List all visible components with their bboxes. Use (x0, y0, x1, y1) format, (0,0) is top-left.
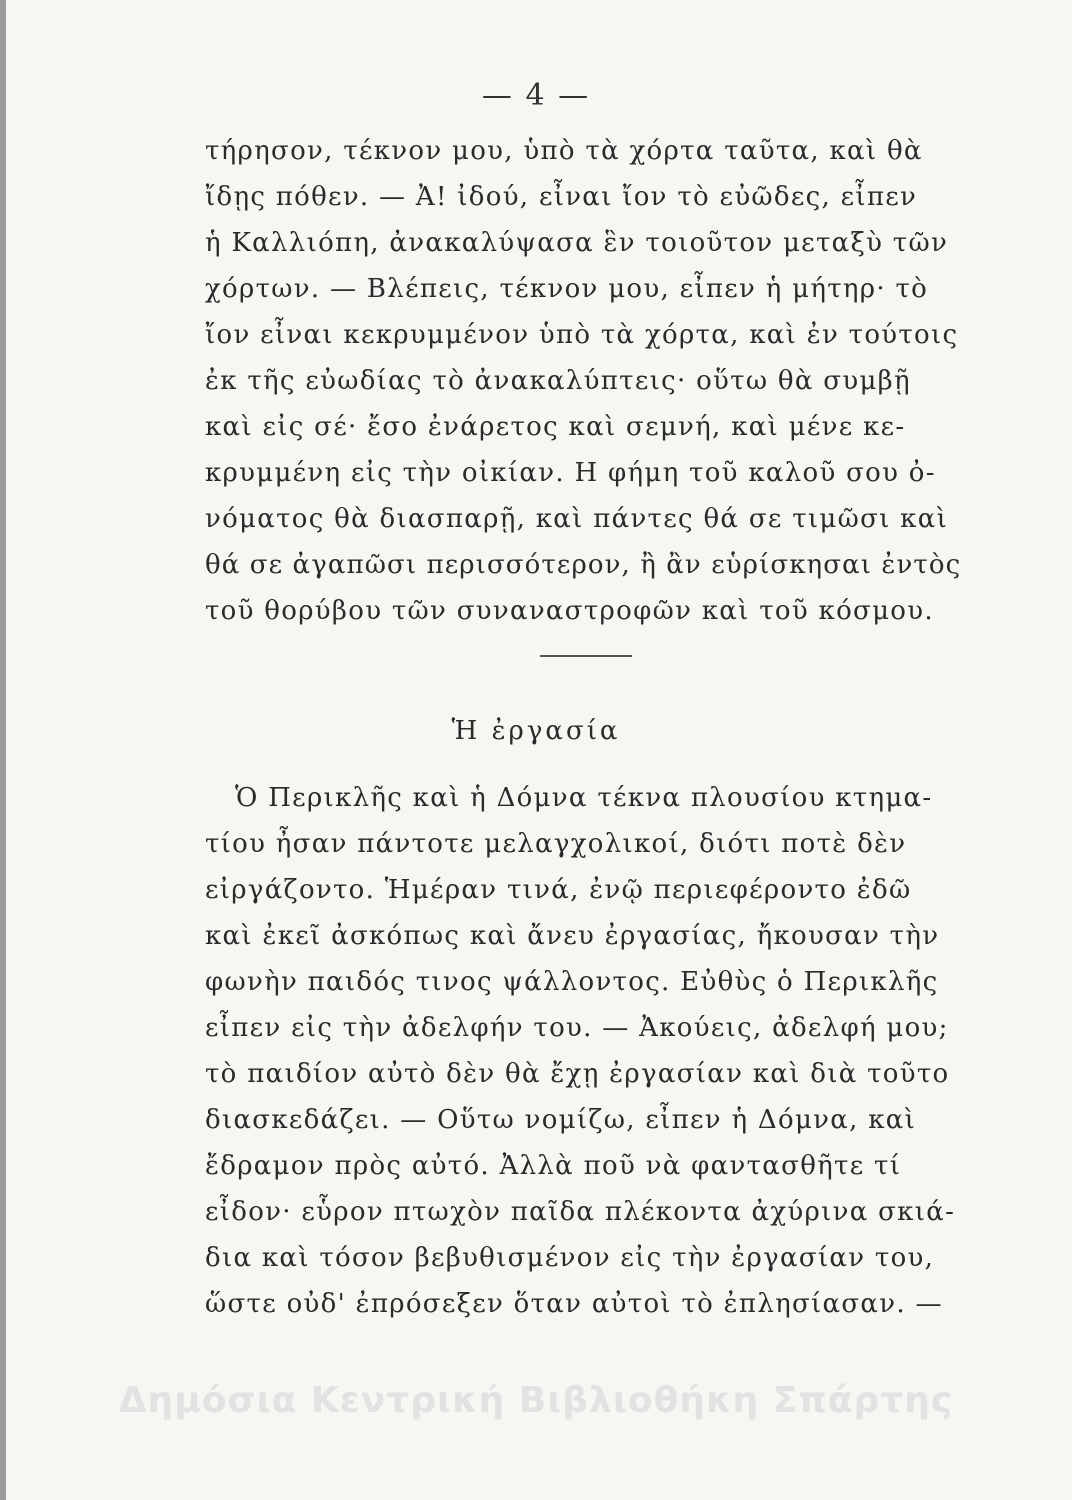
text-line: ἴδῃς πόθεν. — Ἀ! ἰδού, εἶναι ἴον τὸ εὐῶδες, εἶπεν (205, 182, 918, 212)
text-line: τήρησον, τέκνον μου, ὑπὸ τὰ χόρτα ταῦτα, καὶ θὰ (205, 136, 923, 166)
text-line: δια καὶ τόσον βεβυθισμένον εἰς τὴν ἐργασίαν του, (205, 1243, 935, 1273)
text-line: νόματος θὰ διασπαρῇ, καὶ πάντες θά σε τιμῶσι καὶ (205, 504, 949, 534)
paragraph-2 (205, 775, 965, 1327)
text-line: εἶδον· εὗρον πτωχὸν παῖδα πλέκοντα ἀχύρινα σκιά- (205, 1197, 956, 1227)
text-line: ἴον εἶναι κεκρυμμένον ὑπὸ τὰ χόρτα, καὶ ἐν τούτοις (205, 320, 959, 350)
text-line: τίου ἦσαν πάντοτε μελαγχολικοί, διότι ποτὲ δὲν (205, 829, 907, 859)
text-line: Ὁ Περικλῆς καὶ ἡ Δόμνα τέκνα πλουσίου κτημα- (235, 783, 933, 813)
paragraph-1 (205, 128, 965, 634)
library-watermark: Δημόσια Κεντρική Βιβλιοθήκη Σπάρτης (118, 1380, 954, 1421)
section-heading: Ἡ ἐργασία (451, 716, 621, 746)
text-line: ἔδραμον πρὸς αὐτό. Ἀλλὰ ποῦ νὰ φαντασθῆτε τί (205, 1151, 902, 1181)
text-line: ἡ Καλλιόπη, ἀνακαλύψασα ἓν τοιοῦτον μεταξὺ τῶν (205, 228, 949, 258)
text-line: θά σε ἀγαπῶσι περισσότερον, ἢ ἂν εὑρίσκησαι ἐντὸς (205, 550, 962, 580)
text-line: καὶ ἐκεῖ ἀσκόπως καὶ ἄνευ ἐργασίας, ἤκουσαν τὴν (205, 921, 940, 951)
text-line: τὸ παιδίον αὐτὸ δὲν θὰ ἔχῃ ἐργασίαν καὶ διὰ τοῦτο (205, 1059, 950, 1089)
text-line: κρυμμένη εἰς τὴν οἰκίαν. Η φήμη τοῦ καλοῦ σου ὀ- (205, 458, 936, 488)
text-line: εἰργάζοντο. Ἡμέραν τινά, ἐνῷ περιεφέροντο ἐδῶ (205, 875, 912, 905)
text-line: ὥστε οὐδ' ἐπρόσεξεν ὅταν αὐτοὶ τὸ ἐπλησίασαν. — (205, 1289, 943, 1319)
text-line: τοῦ θορύβου τῶν συναναστροφῶν καὶ τοῦ κόσμου. (205, 596, 934, 626)
text-line: διασκεδάζει. — Οὕτω νομίζω, εἶπεν ἡ Δόμνα, καὶ (205, 1105, 917, 1135)
text-line: χόρτων. — Βλέπεις, τέκνον μου, εἶπεν ἡ μήτηρ· τὸ (205, 274, 929, 304)
text-line: ἐκ τῆς εὐωδίας τὸ ἀνακαλύπτεις· οὕτω θὰ συμβῇ (205, 366, 911, 396)
section-divider (540, 655, 632, 657)
page-number: — 4 — (481, 78, 591, 113)
scan-left-edge (0, 0, 6, 1500)
text-line: εἶπεν εἰς τὴν ἀδελφήν του. — Ἀκούεις, ἀδελφή μου; (205, 1013, 949, 1043)
text-line: καὶ εἰς σέ· ἔσο ἐνάρετος καὶ σεμνή, καὶ μένε κε- (205, 412, 906, 442)
text-line: φωνὴν παιδός τινος ψάλλοντος. Εὐθὺς ὁ Περικλῆς (205, 967, 939, 997)
